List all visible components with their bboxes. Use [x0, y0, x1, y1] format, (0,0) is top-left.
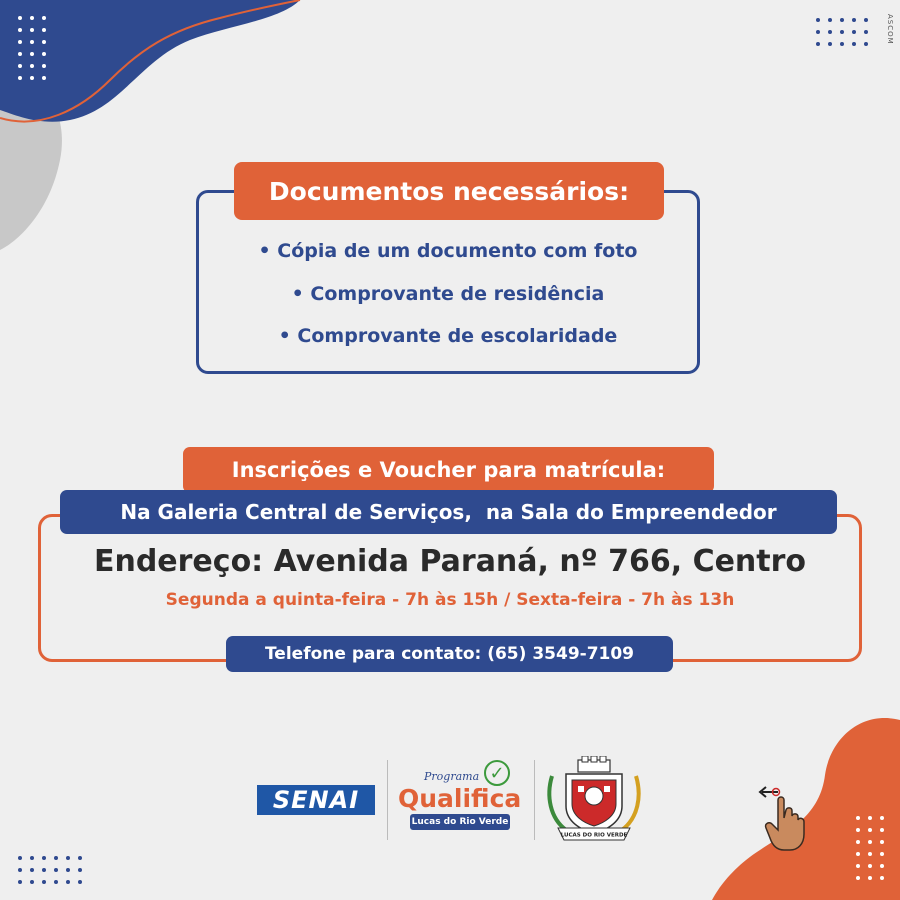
qualifica-name: Qualifica	[398, 784, 522, 813]
document-item-residence: • Comprovante de residência	[291, 283, 605, 305]
documents-title: Documentos necessários:	[234, 162, 664, 220]
logo-divider	[387, 760, 388, 840]
contact-phone: Telefone para contato: (65) 3549-7109	[226, 636, 673, 672]
crest-text: LUCAS DO RIO VERDE	[560, 832, 628, 839]
registration-location: Na Galeria Central de Serviços, na Sala do Empreendedor	[60, 490, 837, 534]
check-circle-icon: ✓	[484, 760, 510, 786]
qualifica-city: Lucas do Rio Verde	[410, 814, 510, 830]
credit-label: ASCOM	[886, 14, 894, 45]
registration-title: Inscrições e Voucher para matrícula:	[183, 447, 714, 493]
senai-logo: SENAI	[257, 785, 375, 815]
registration-address: Endereço: Avenida Paraná, nº 766, Centro	[93, 544, 807, 579]
registration-hours: Segunda a quinta-feira - 7h às 15h / Sexta-feira - 7h às 13h	[165, 590, 735, 610]
city-crest-icon	[544, 756, 644, 846]
document-item-education: • Comprovante de escolaridade	[278, 325, 618, 347]
document-item-photo-id: • Cópia de um documento com foto	[258, 240, 638, 262]
tap-gesture-icon	[752, 780, 812, 852]
qualifica-logo	[396, 760, 526, 832]
logo-divider	[534, 760, 535, 840]
qualifica-program-label: Programa	[424, 770, 480, 783]
